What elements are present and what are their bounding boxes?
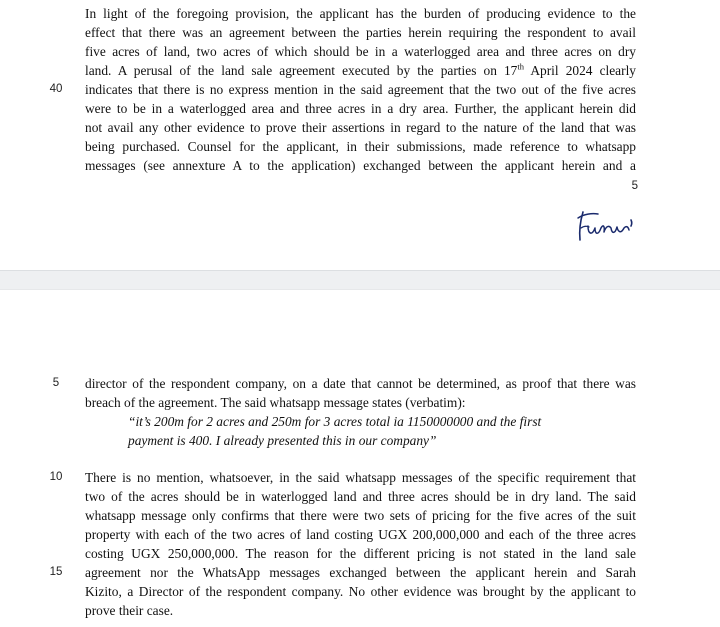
date-text: land. A perusal of the land sale agreement executed by the parties on 17 xyxy=(85,63,518,78)
paragraph-line: two of the acres should be in waterlogged land and three acres should be in dry land. The said xyxy=(85,489,636,504)
paragraph-line: effect that there was an agreement between the parties herein requiring the respondent to avail xyxy=(85,25,636,40)
paragraph-line: property with each of the two acres of land costing UGX 200,000,000 and each of the three acres xyxy=(85,527,636,542)
document-page-upper xyxy=(0,0,720,270)
paragraph-line-with-date xyxy=(85,61,636,80)
margin-line-number: 10 xyxy=(49,471,63,483)
paragraph-line: indicates that there is no express mention in the said agreement that the two out of the five acres xyxy=(85,82,636,97)
paragraph-line: were to be in a waterlogged area and three acres in a dry area. Further, the applicant herein did xyxy=(85,101,636,116)
paragraph-line: In light of the foregoing provision, the applicant has the burden of producing evidence to the xyxy=(85,6,636,21)
paragraph-line: not avail any other evidence to prove their assertions in regard to the nature of the land that was xyxy=(85,120,636,135)
paragraph-line: Kizito, a Director of the respondent company. No other evidence was brought by the applicant to xyxy=(85,584,636,599)
date-tail-text: April 2024 clearly xyxy=(524,63,636,78)
margin-line-number: 5 xyxy=(52,377,60,389)
page-separator xyxy=(0,270,720,290)
document-page-lower xyxy=(0,290,720,627)
page-number: 5 xyxy=(631,180,638,192)
paragraph-line: There is no mention, whatsoever, in the said whatsapp messages of the specific requirement that xyxy=(85,470,636,485)
margin-line-number: 40 xyxy=(49,83,63,95)
quoted-message-line: “it’s 200m for 2 acres and 250m for 3 acres total ia 1150000000 and the first xyxy=(128,414,542,429)
paragraph-line: whatsapp message only confirms that there were two sets of pricing for the five acres of the suit xyxy=(85,508,636,523)
paragraph-line: messages (see annexture A to the application) exchanged between the applicant herein and a xyxy=(85,158,636,173)
quoted-message-line: payment is 400. I already presented this in our company” xyxy=(128,433,437,448)
ordinal-suffix: th xyxy=(517,61,524,72)
paragraph-line: breach of the agreement. The said whatsapp message states (verbatim): xyxy=(85,395,466,410)
paragraph-line: prove their case. xyxy=(85,603,174,618)
handwritten-signature xyxy=(574,204,644,248)
paragraph-line: costing UGX 250,000,000. The reason for the different pricing is not stated in the land sale xyxy=(85,546,636,561)
margin-line-number: 15 xyxy=(49,566,63,578)
paragraph-line: being purchased. Counsel for the applicant, in their submissions, made reference to whatsapp xyxy=(85,139,636,154)
paragraph-line: five acres of land, two acres of which should be in a waterlogged area and three acres on dry xyxy=(85,44,636,59)
paragraph-line: agreement nor the WhatsApp messages exchanged between the applicant herein and Sarah xyxy=(85,565,636,580)
paragraph-line: director of the respondent company, on a date that cannot be determined, as proof that there was xyxy=(85,376,636,391)
